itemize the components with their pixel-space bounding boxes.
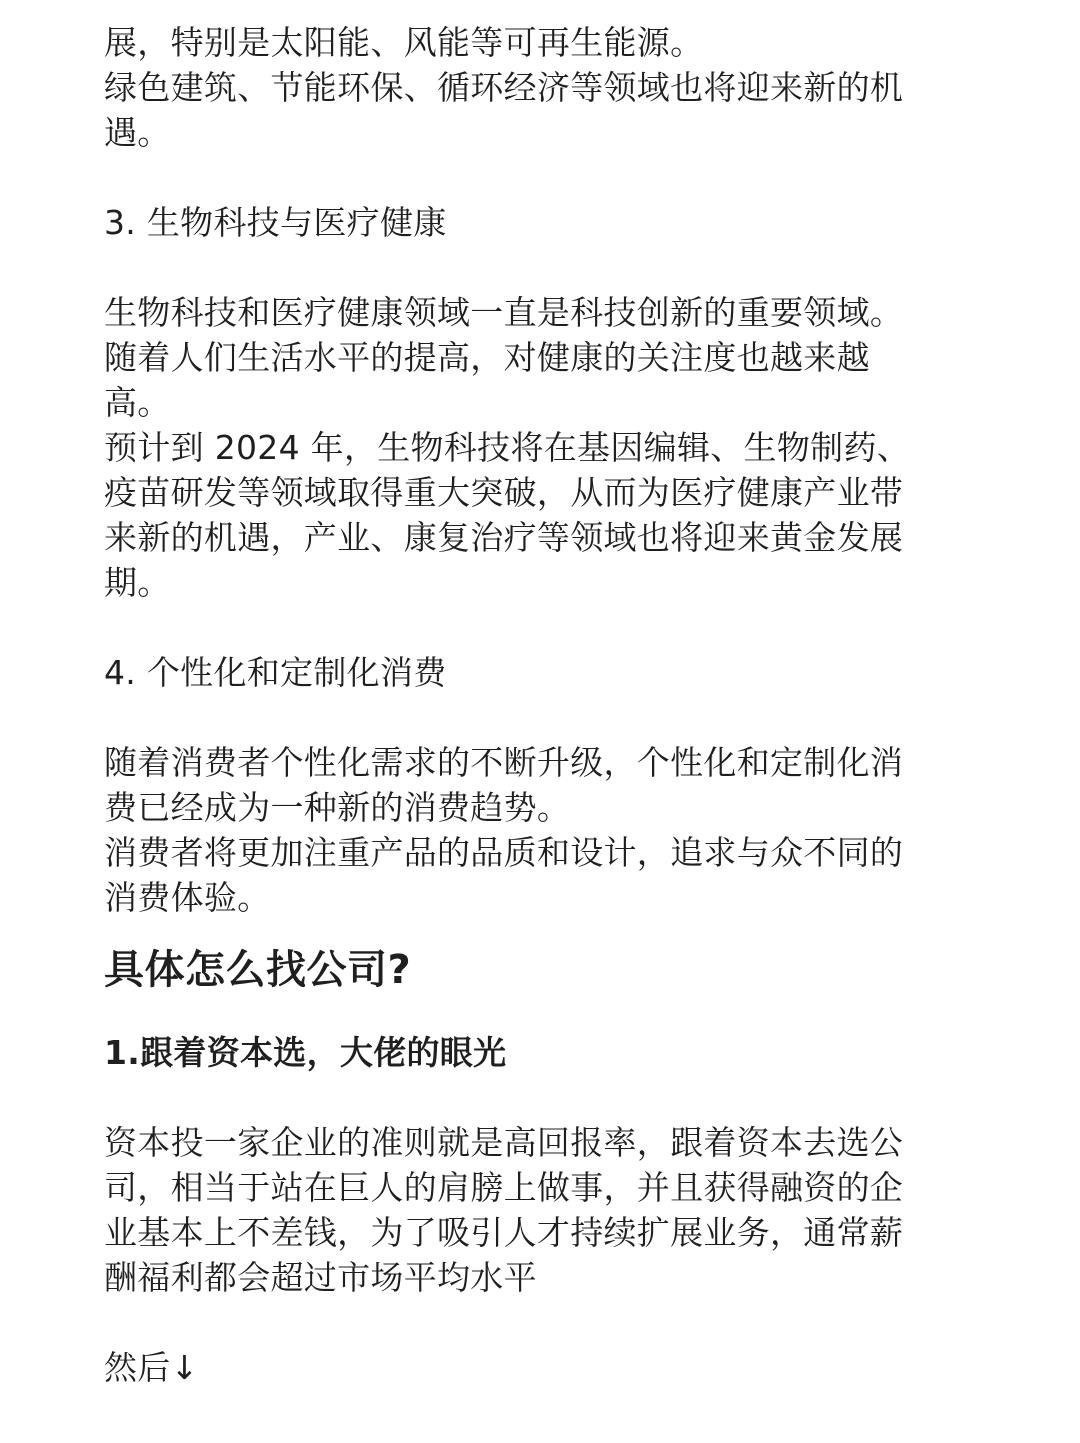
spacer — [104, 920, 984, 940]
sub-heading: 1.跟着资本选，大佬的眼光 — [104, 1033, 507, 1072]
text-line: 绿色建筑、节能环保、循环经济等领域也将迎来新的机 — [104, 68, 904, 107]
text-line: 生物科技和医疗健康领域一直是科技创新的重要领域。 — [104, 293, 904, 332]
text-line: 消费者将更加注重产品的品质和设计，追求与众不同的 — [104, 833, 904, 872]
text-line: 资本投一家企业的准则就是高回报率，跟着资本去选公 — [104, 1123, 904, 1162]
text-line: 期。 — [104, 563, 171, 602]
text-line: 随着消费者个性化需求的不断升级，个性化和定制化消 — [104, 743, 904, 782]
spacer — [104, 605, 984, 650]
article-body — [104, 20, 984, 1390]
text-line: 来新的机遇，产业、康复治疗等领域也将迎来黄金发展 — [104, 518, 904, 557]
text-line: 遇。 — [104, 113, 171, 152]
section-heading-4: 4. 个性化和定制化消费 — [104, 653, 447, 692]
text-line: 业基本上不差钱，为了吸引人才持续扩展业务，通常薪 — [104, 1213, 904, 1252]
main-heading: 具体怎么找公司? — [104, 947, 412, 993]
text-line: 展，特别是太阳能、风能等可再生能源。 — [104, 23, 704, 62]
text-line: 消费体验。 — [104, 878, 271, 917]
section-heading-3: 3. 生物科技与医疗健康 — [104, 203, 447, 242]
text-line: 高。 — [104, 383, 171, 422]
spacer — [104, 1075, 984, 1120]
spacer — [104, 155, 984, 200]
spacer — [104, 245, 984, 290]
then-line: 然后↓ — [104, 1348, 199, 1387]
text-line: 随着人们生活水平的提高，对健康的关注度也越来越 — [104, 338, 870, 377]
spacer — [104, 1000, 984, 1030]
text-line: 预计到 2024 年，生物科技将在基因编辑、生物制药、 — [104, 428, 911, 467]
text-line: 疫苗研发等领域取得重大突破，从而为医疗健康产业带 — [104, 473, 904, 512]
text-line: 酬福利都会超过市场平均水平 — [104, 1258, 537, 1297]
text-line: 费已经成为一种新的消费趋势。 — [104, 788, 571, 827]
spacer — [104, 1300, 984, 1345]
spacer — [104, 695, 984, 740]
text-line: 司，相当于站在巨人的肩膀上做事，并且获得融资的企 — [104, 1168, 904, 1207]
